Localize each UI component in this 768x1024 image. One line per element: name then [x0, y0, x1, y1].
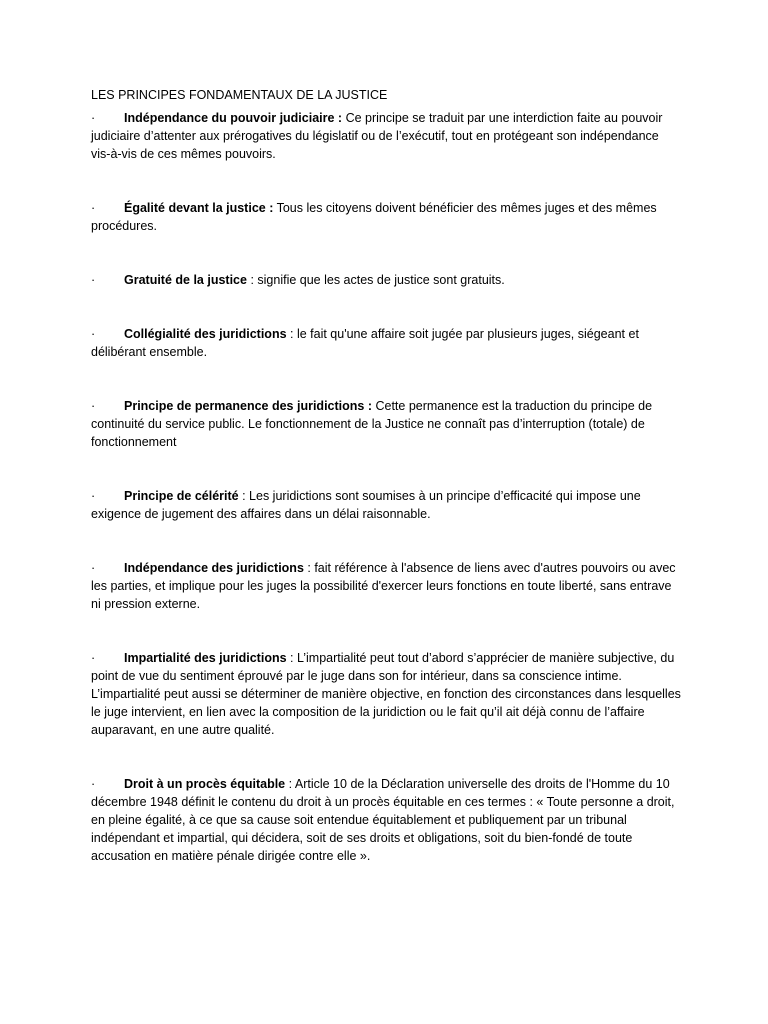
principle-text: Tous les citoyens doivent bénéficier des mêmes juges et des mêmes procédures.: [91, 201, 657, 233]
principle-term: Indépendance du pouvoir judiciaire :: [124, 111, 343, 125]
principle-item: [91, 109, 681, 163]
principle-term: Impartialité des juridictions: [124, 651, 287, 665]
bullet-icon: ·: [91, 651, 96, 665]
principle-text: Cette permanence est la traduction du principe de continuité du service public. Le fonctionnement de la Justice ne connaît pas d’interruption (totale) de fonctionnement: [91, 399, 653, 449]
principle-term: Gratuité de la justice: [124, 273, 247, 287]
principle-term: Égalité devant la justice :: [124, 201, 274, 215]
principle-item: [91, 397, 681, 451]
principle-item: [91, 271, 681, 289]
bullet-icon: ·: [91, 273, 96, 287]
bullet-icon: ·: [91, 399, 96, 413]
principle-term: Indépendance des juridictions: [124, 561, 304, 575]
principle-text: : le fait qu'une affaire soit jugée par plusieurs juges, siégeant et délibérant ensemble.: [91, 327, 639, 359]
principle-item: [91, 775, 681, 865]
principle-term: Principe de permanence des juridictions :: [124, 399, 372, 413]
principle-text: : L’impartialité peut tout d’abord s’apprécier de manière subjective, du point de vue du sentiment éprouvé par le juge dans son for intérieur, dans sa conscience intime. L’impartialité peut aussi se déterminer de manière objective, en fonction des circonstances dans lesquelles le juge intervient, en lien avec la composition de la juridiction ou le fait qu’il ait déjà connu de l’affaire auparavant, en une autre qualité.: [91, 651, 681, 737]
bullet-icon: ·: [91, 111, 96, 125]
principle-text: : Les juridictions sont soumises à un principe d’efficacité qui impose une exigence de jugement des affaires dans un délai raisonnable.: [91, 489, 641, 521]
principle-term: Droit à un procès équitable: [124, 777, 286, 791]
principle-term: Principe de célérité: [124, 489, 239, 503]
document-page: [91, 86, 681, 901]
principle-text: : fait référence à l'absence de liens avec d'autres pouvoirs ou avec les parties, et implique pour les juges la possibilité d'exercer leurs fonctions en toute liberté, sans entrave ni pression externe.: [91, 561, 676, 611]
principle-text: : Article 10 de la Déclaration universelle des droits de l'Homme du 10 décembre 1948 définit le contenu du droit à un procès équitable en ces termes : « Toute personne a droit, en pleine égalité, à ce que sa cause soit entendue équitablement et publiquement par un tribunal indépendant et impartial, qui décidera, soit de ses droits et obligations, soit du bien-fondé de toute accusation en matière pénale dirigée contre elle ».: [91, 777, 675, 863]
bullet-icon: ·: [91, 561, 96, 575]
bullet-icon: ·: [91, 327, 96, 341]
principle-item: [91, 649, 681, 739]
principle-text: Ce principe se traduit par une interdiction faite au pouvoir judiciaire d’attenter aux prérogatives du législatif ou de l’exécutif, tout en protégeant son indépendance vis-à-vis de ces mêmes pouvoirs.: [91, 111, 663, 161]
document-title: LES PRINCIPES FONDAMENTAUX DE LA JUSTICE: [91, 88, 388, 102]
principle-item: [91, 325, 681, 361]
bullet-icon: ·: [91, 201, 96, 215]
bullet-icon: ·: [91, 489, 96, 503]
principle-term: Collégialité des juridictions: [124, 327, 287, 341]
principle-item: [91, 487, 681, 523]
bullet-icon: ·: [91, 777, 96, 791]
principle-item: [91, 559, 681, 613]
principle-text: : signifie que les actes de justice sont gratuits.: [246, 273, 505, 287]
principle-item: [91, 199, 681, 235]
